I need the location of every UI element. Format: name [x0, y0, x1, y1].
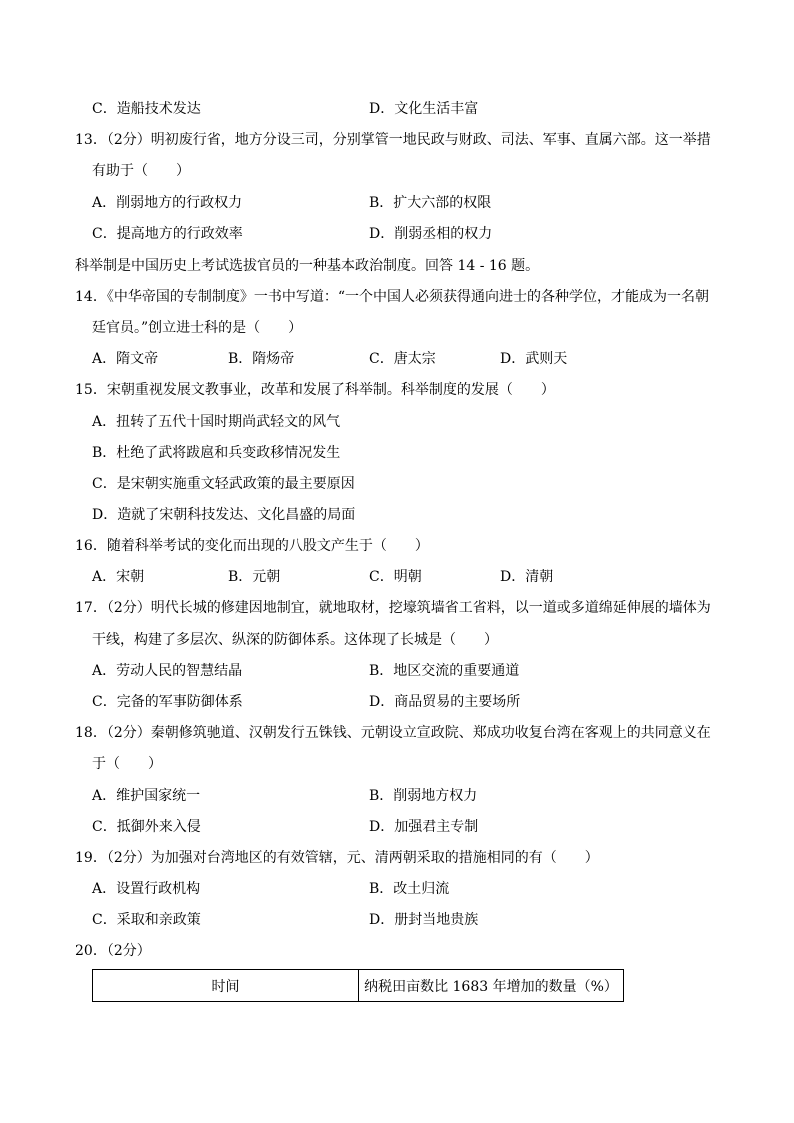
q15-stem: 15．宋朝重视发展文教事业，改革和发展了科举制。科举制度的发展（ ） — [75, 382, 555, 398]
q14-option-b: B．隋炀帝 — [228, 351, 295, 367]
q19-option-b: B．改土归流 — [369, 881, 450, 897]
q15-option-b: B．杜绝了武将跋扈和兵变政移情况发生 — [92, 445, 341, 461]
q14-option-c: C．唐太宗 — [369, 351, 436, 367]
q17-stem-line1: 17．（2分）明代长城的修建因地制宜，就地取材，挖壕筑墙省工省料，以一道或多道绵延伸展的墙体为 — [75, 600, 711, 616]
q19-option-a: A．设置行政机构 — [92, 881, 201, 897]
q18-option-b: B．削弱地方权力 — [369, 788, 478, 804]
q14-stem-line2: 廷官员。”创立进士科的是（ ） — [92, 320, 303, 336]
q18-option-a: A．维护国家统一 — [92, 788, 201, 804]
section-intro-14-16: 科举制是中国历史上考试选拔官员的一种基本政治制度。回答 14 - 16 题。 — [75, 258, 540, 274]
q12-option-d: D．文化生活丰富 — [369, 101, 479, 117]
q13-option-b: B．扩大六部的权限 — [369, 195, 492, 211]
table-header-increase: 纳税田亩数比 1683 年增加的数量（%） — [364, 978, 618, 995]
q18-option-c: C．抵御外来入侵 — [92, 819, 201, 835]
q18-stem-line2: 于（ ） — [92, 756, 162, 772]
q18-option-d: D．加强君主专制 — [369, 819, 479, 835]
q19-option-c: C．采取和亲政策 — [92, 912, 201, 928]
q17-option-b: B．地区交流的重要通道 — [369, 663, 520, 679]
q16-stem: 16．随着科举考试的变化而出现的八股文产生于（ ） — [75, 538, 429, 554]
q15-option-c: C．是宋朝实施重文轻武政策的最主要原因 — [92, 476, 355, 492]
q17-option-c: C．完备的军事防御体系 — [92, 694, 243, 710]
q19-option-d: D．册封当地贵族 — [369, 912, 479, 928]
q17-stem-line2: 干线，构建了多层次、纵深的防御体系。这体现了长城是（ ） — [92, 632, 498, 648]
q13-option-d: D．削弱丞相的权力 — [369, 226, 493, 242]
q18-stem-line1: 18．（2分）秦朝修筑驰道、汉朝发行五铢钱、元朝设立宣政院、郑成功收复台湾在客观上的共同意义在 — [75, 725, 711, 741]
q16-option-d: D．清朝 — [500, 569, 554, 585]
q14-option-d: D．武则天 — [500, 351, 568, 367]
q16-option-b: B．元朝 — [228, 569, 281, 585]
q13-option-a: A．削弱地方的行政权力 — [92, 195, 243, 211]
q15-option-a: A．扭转了五代十国时期尚武轻文的风气 — [92, 414, 341, 430]
q13-stem-line1: 13．（2分）明初废行省，地方分设三司，分别掌管一地民政与财政、司法、军事、直属六部。这一举措 — [75, 132, 711, 148]
q20-stem: 20．（2分） — [75, 943, 151, 959]
q13-stem-line2: 有助于（ ） — [92, 163, 190, 179]
q14-stem-line1: 14．《中华帝国的专制制度》一书中写道：“一个中国人必须获得通向进士的各种学位，才能成为一名朝 — [75, 289, 709, 305]
q20-table — [92, 969, 624, 1002]
q19-stem: 19．（2分）为加强对台湾地区的有效管辖，元、清两朝采取的措施相同的有（ ） — [75, 850, 599, 866]
q17-option-a: A．劳动人民的智慧结晶 — [92, 663, 243, 679]
q14-option-a: A．隋文帝 — [92, 351, 159, 367]
q17-option-d: D．商品贸易的主要场所 — [369, 694, 521, 710]
q16-option-c: C．明朝 — [369, 569, 422, 585]
q13-option-c: C．提高地方的行政效率 — [92, 226, 243, 242]
q15-option-d: D．造就了宋朝科技发达、文化昌盛的局面 — [92, 507, 356, 523]
q16-option-a: A．宋朝 — [92, 569, 145, 585]
table-header-time: 时间 — [93, 970, 359, 1001]
q12-option-c: C．造船技术发达 — [92, 101, 201, 117]
